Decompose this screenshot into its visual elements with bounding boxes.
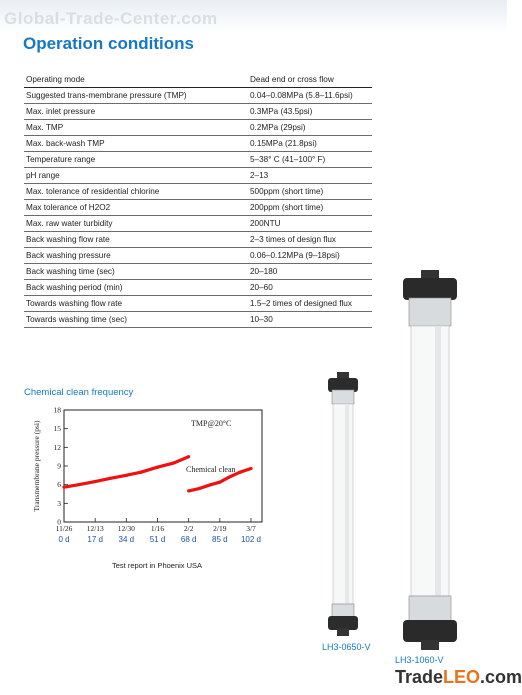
module-label-small: LH3-0650-V	[322, 642, 371, 652]
y-tick-label: 9	[57, 461, 61, 471]
data-point	[94, 480, 97, 483]
data-point	[156, 466, 159, 469]
y-tick-label: 15	[53, 424, 61, 434]
value-cell: 20–60	[248, 280, 372, 296]
parameter-cell: Back washing flow rate	[24, 232, 248, 248]
parameter-cell: Temperature range	[24, 152, 248, 168]
data-point	[187, 489, 190, 492]
x-tick-days: 102 d	[240, 535, 262, 544]
table-header-cell: Dead end or cross flow	[248, 72, 372, 88]
chart-note: Test report in Phoenix USA	[112, 561, 203, 570]
x-tick-days: 34 d	[118, 535, 135, 544]
table-row	[24, 120, 372, 136]
table-row	[24, 232, 372, 248]
brand-logo	[395, 667, 522, 688]
data-point	[187, 455, 190, 458]
table-row	[24, 248, 372, 264]
value-cell: 1.5–2 times of designed flux	[248, 296, 372, 312]
bottom-cap	[328, 616, 358, 630]
table-row	[24, 168, 372, 184]
x-tick-days: 51 d	[149, 535, 166, 544]
annotation-tmp: TMP@20°C	[191, 419, 232, 428]
data-point	[62, 486, 65, 489]
data-point	[172, 461, 175, 464]
annotation-chemical-clean: Chemical clean	[186, 465, 236, 474]
x-tick-days: 85 d	[212, 535, 228, 544]
data-point	[238, 471, 241, 474]
table-row	[24, 152, 372, 168]
value-cell: 2–13	[248, 168, 372, 184]
membrane-module-large	[395, 268, 465, 658]
table-row	[24, 264, 372, 280]
x-tick-date: 2/2	[183, 524, 194, 533]
parameter-cell: Suggested trans-membrane pressure (TMP)	[24, 88, 248, 104]
table-row	[24, 88, 372, 104]
table-header-cell: Operating mode	[24, 72, 248, 88]
y-tick-label: 3	[57, 498, 61, 508]
module-body	[411, 326, 449, 596]
operation-conditions-table	[24, 72, 372, 328]
membrane-module-small	[318, 370, 368, 650]
value-cell: 20–180	[248, 264, 372, 280]
table-row	[24, 104, 372, 120]
x-tick-days: 17 d	[87, 535, 103, 544]
x-tick-date: 11/26	[55, 524, 73, 533]
top-cap	[403, 278, 457, 300]
data-point	[77, 483, 80, 486]
table-row	[24, 280, 372, 296]
module-label-large: LH3-1060-V	[395, 655, 444, 665]
parameter-cell: Max tolerance of H2O2	[24, 200, 248, 216]
value-cell: 0.06–0.12MPa (9–18psi)	[248, 248, 372, 264]
x-tick-days: 0 d	[58, 535, 70, 544]
data-point	[249, 467, 252, 470]
parameter-cell: Towards washing time (sec)	[24, 312, 248, 328]
parameter-cell: Back washing period (min)	[24, 280, 248, 296]
value-cell: 0.2MPa (29psi)	[248, 120, 372, 136]
parameter-cell: Max. tolerance of residential chlorine	[24, 184, 248, 200]
x-tick-date: 2/19	[213, 524, 227, 533]
value-cell: 200ppm (short time)	[248, 200, 372, 216]
data-point	[125, 474, 128, 477]
data-point	[218, 481, 221, 484]
value-cell: 0.04–0.08MPa (5.8–11.6psi)	[248, 88, 372, 104]
brand-part: Trade	[395, 667, 444, 687]
y-axis-label: Transmembrane pressure (psi)	[32, 420, 41, 512]
parameter-cell: pH range	[24, 168, 248, 184]
y-tick-label: 18	[53, 405, 61, 415]
parameter-cell: Max. TMP	[24, 120, 248, 136]
value-cell: 200NTU	[248, 216, 372, 232]
x-tick-date: 12/30	[117, 524, 135, 533]
parameter-cell: Towards washing flow rate	[24, 296, 248, 312]
value-cell: 500ppm (short time)	[248, 184, 372, 200]
x-tick-date: 3/7	[246, 524, 256, 533]
watermark: Global-Trade-Center.com	[4, 9, 218, 28]
value-cell: 5–38° C (41–100° F)	[248, 152, 372, 168]
parameter-cell: Back washing pressure	[24, 248, 248, 264]
table-row	[24, 312, 372, 328]
table-header-row	[24, 72, 372, 88]
value-cell: 0.3MPa (43.5psi)	[248, 104, 372, 120]
table-row	[24, 200, 372, 216]
brand-part: .com	[480, 667, 522, 687]
data-point	[198, 487, 201, 490]
parameter-cell: Max. inlet pressure	[24, 104, 248, 120]
chart-title: Chemical clean frequency	[24, 387, 134, 398]
parameter-cell: Max. raw water turbidity	[24, 216, 248, 232]
x-tick-days: 68 d	[180, 535, 197, 544]
table-row	[24, 296, 372, 312]
page-title: Operation conditions	[23, 34, 194, 53]
x-tick-date: 12/13	[86, 524, 104, 533]
value-cell: 10–30	[248, 312, 372, 328]
parameter-cell: Max. back-wash TMP	[24, 136, 248, 152]
data-point	[108, 477, 111, 480]
data-point	[227, 476, 230, 479]
brand-part: LEO	[443, 667, 481, 687]
y-tick-label: 12	[53, 442, 61, 452]
table-row	[24, 184, 372, 200]
y-tick-label: 0	[57, 517, 61, 527]
x-tick-date: 1/16	[150, 524, 165, 533]
value-cell: 0.15MPa (21.8psi)	[248, 136, 372, 152]
table-row	[24, 136, 372, 152]
y-tick-label: 6	[57, 480, 61, 490]
data-point	[209, 483, 212, 486]
value-cell: 2–3 times of design flux	[248, 232, 372, 248]
module-body	[333, 404, 353, 604]
table-row	[24, 216, 372, 232]
tmp-chart	[24, 402, 264, 552]
data-point	[139, 471, 142, 474]
bottom-cap	[403, 620, 457, 642]
parameter-cell: Back washing time (sec)	[24, 264, 248, 280]
